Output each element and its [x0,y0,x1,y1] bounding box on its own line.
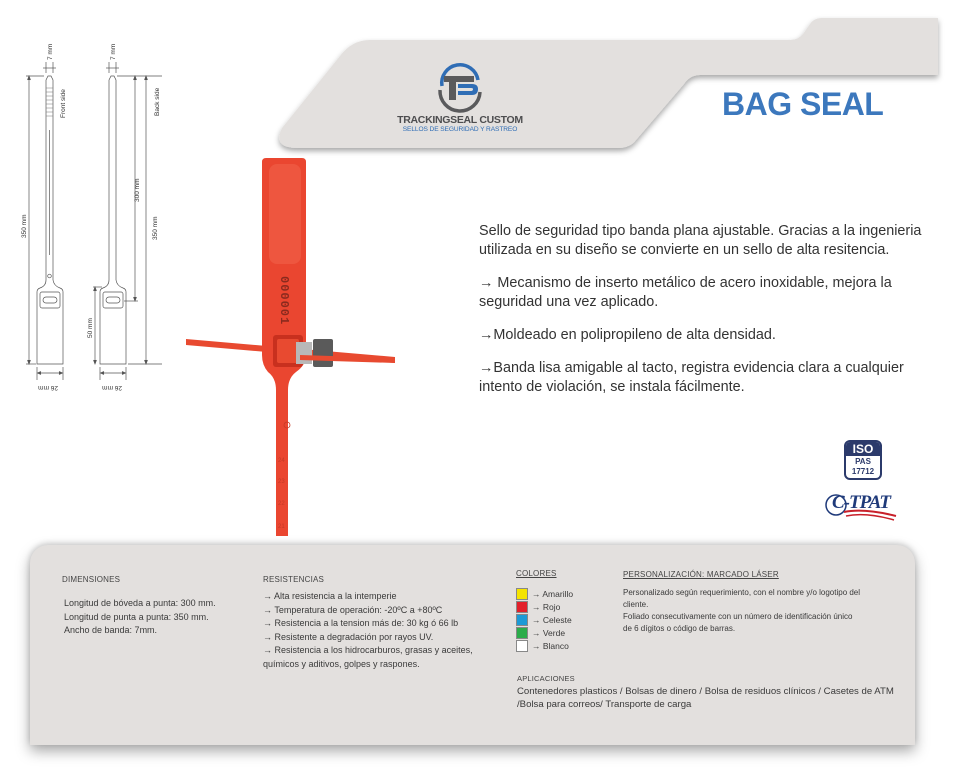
feature-item: → Mecanismo de inserto metálico de acero inoxidable, mejora la seguridad una vez aplicado. [479,275,892,310]
front-length: 350 mm [21,214,28,238]
colors-list [516,587,573,652]
feature-item: →Moldeado en polipropileno de alta densidad. [479,327,776,343]
front-side-label: Front side [60,89,67,118]
color-option-rojo: → Rojo [516,600,573,613]
resistance-item: → Resistente a degradación por rayos UV. [263,631,434,642]
svg-text:23: 23 [278,479,285,485]
feature-item: →Banda lisa amigable al tacto, registra evidencia clara a cualquier intento de violación, se instala fácilmente. [479,360,904,395]
company-logo [390,58,530,138]
ctpat-text: C-TPAT [832,492,891,513]
applications-text: Contenedores plasticos / Bolsas de dinero / Bolsa de residuos clínicos / Casetes de ATM /Bolsa para correos/ Transporte de carga [517,686,894,710]
iso-line2: 17712 [851,467,875,476]
iso-badge [844,440,882,480]
serial-number: 000001 [277,276,291,326]
front-base-width: 26 mm [38,384,58,391]
back-seal-outline [100,76,126,364]
dimension-item: Longitud de punta a punta: 350 mm. [64,611,209,622]
color-option-celeste: → Celeste [516,613,573,626]
color-option-verde: → Verde [516,626,573,639]
back-base-width: 26 mm [102,384,122,391]
back-length-to-box: 300 mm [134,178,141,202]
swatch-green [516,627,528,639]
resistance-item: → Resistencia a los hidrocarburos, grasas y aceites, químicos y aditivos, golpes y raspones. [263,645,473,669]
back-tip-width: 7 mm [110,43,117,60]
personalization-line: Personalizado según requerimiento, con el nombre y/o logotipo del cliente. [623,588,861,609]
iso-title: ISO [846,442,880,456]
swatch-red [516,601,528,613]
back-box-height: 50 mm [87,318,94,338]
resistances-title: RESISTENCIAS [263,575,325,584]
resistances-list [263,590,488,671]
color-option-amarillo: → Amarillo [516,587,573,600]
product-description [479,222,939,411]
trackingseal-logo-icon [432,58,488,114]
color-option-blanco: → Blanco [516,639,573,652]
dimension-item: Ancho de banda: 7mm. [64,625,158,635]
ctpat-logo [824,492,898,522]
svg-text:22: 22 [278,501,285,507]
specs-panel [30,545,915,745]
swatch-yellow [516,588,528,600]
personalization-line: Foliado consecutivamente con un número de identificación único de 6 dígitos o código de barras. [623,612,853,633]
swatch-lightblue [516,614,528,626]
dimensions-list [64,597,224,638]
back-length: 350 mm [152,216,159,240]
resistance-item: → Temperatura de operación: -20ºC a +80ºC [263,604,443,615]
colors-title: COLORES [516,569,557,578]
iso-line1: PAS [855,457,871,466]
front-seal-outline [37,76,63,364]
dimension-item: Longitud de bóveda a punta: 300 mm. [64,598,216,608]
page-title: BAG SEAL [722,86,884,122]
applications-title: APLICACIONES [517,674,575,683]
back-side-label: Back side [154,87,161,116]
product-image [180,150,430,540]
svg-text:24: 24 [278,458,285,464]
personalization-title: PERSONALIZACIÓN: MARCADO LÁSER [623,570,779,579]
front-tip-width: 7 mm [47,43,54,60]
description-intro: Sello de seguridad tipo banda plana ajustable. Gracias a la ingenieria utilizada en su diseño se convierte en un sello de alta resitencia. [479,223,922,258]
personalization-text [623,587,863,635]
dimensions-title: DIMENSIONES [62,575,121,584]
resistance-item: → Alta resistencia a la intemperie [263,591,397,601]
logo-tagline: SELLOS DE SEGURIDAD Y RASTREO [402,126,518,133]
svg-text:21: 21 [278,524,285,530]
logo-name: TRACKINGSEAL CUSTOM [397,114,523,126]
resistance-item: → Resistencia a la tension más de: 30 kg ó 66 lb [263,618,459,628]
swatch-white [516,640,528,652]
technical-drawing [0,40,180,400]
